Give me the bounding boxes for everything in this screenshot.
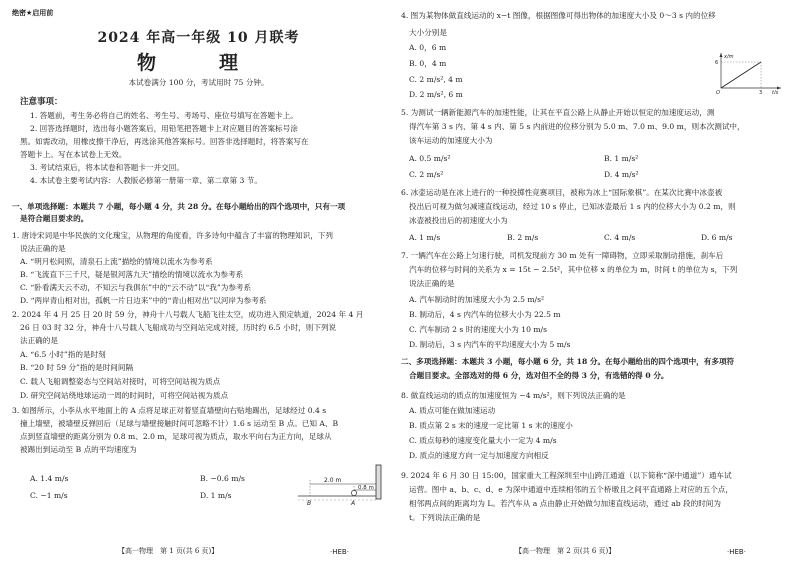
distance-label: 2.0 m	[324, 477, 342, 484]
question-5-stem: 得汽车第 3 s 内、第 4 s 内、第 5 s 内前进的位移分别为 5.0 m、7.0 m、9.0 m，则本次测试中，	[409, 122, 745, 131]
option: C. 2 m/s²	[409, 170, 444, 179]
section-heading: 合题目要求。全部选对的得 6 分，选对但不全的得 3 分，有选错的得 0 分。	[409, 371, 669, 380]
option: B. “飞流直下三千尺，疑是银河落九天”描绘的情境以流水为参考系	[20, 270, 244, 279]
note-line: 黑。如需改动，用橡皮擦干净后，再选涂其他答案标号。回答非选择题时，将答案写在	[20, 137, 309, 146]
question-9-stem: 运营。图中 a、b、c、d、e 为深中通道中连续相邻的五个桥墩且之间平直通路上对应的五个点，	[409, 485, 733, 494]
question-3-stem: 点到竖直墙壁的距离分别为 0.8 m、2.0 m，足球可视为质点，取水平向右为正方向，足球从	[20, 432, 332, 441]
option: B. “20 时 59 分”指的是时间间隔	[20, 363, 134, 372]
question-4-stem: 大小分别是	[409, 28, 447, 37]
subject-title: 物 理	[136, 52, 260, 74]
option: A. 1 m/s	[409, 233, 441, 242]
option: B. 质点第 2 s 末的速度一定比第 1 s 末的速度小	[409, 421, 573, 430]
option: A. 质点可能在做加速运动	[409, 406, 496, 415]
option: B. 制动后，4 s 内汽车的位移大小为 22.5 m	[409, 310, 561, 319]
question-4-stem: 4. 图为某物体做直线运动的 x−t 图像，根据图像可得出物体的加速度大小及 0～3 s 内的位移	[401, 11, 716, 20]
question-5-stem: 该车运动的加速度大小为	[409, 136, 493, 145]
question-2-stem: 法正确的是	[20, 336, 58, 345]
axis-label: t/s	[772, 90, 779, 94]
page-footer: 【高一物理 第 2 页(共 6 页)】	[515, 547, 616, 555]
exam-info: 本试卷满分 100 分，考试用时 75 分钟。	[128, 78, 269, 87]
option: A. 0，6 m	[409, 43, 447, 52]
question-9-stem: t。下列说法正确的是	[409, 513, 481, 522]
option: D. 1 m/s	[200, 491, 232, 500]
option: D. 研究空间站绕地球运动一周的时间时，可将空间站视为质点	[20, 391, 229, 400]
footer-mark: ·HEB·	[330, 548, 349, 556]
secret-label: 绝密★启用前	[12, 9, 54, 17]
note-line: 答题卡上。写在本试卷上无效。	[20, 150, 127, 159]
option: B. 2 m/s	[507, 233, 539, 242]
option: D. 质点的速度方向一定与加速度方向相反	[409, 451, 549, 460]
page-right	[397, 0, 794, 561]
question-3-stem: 3. 如图所示，小李从水平地面上的 A 点将足球正对着竖直墙壁向右贴地踢出，足球经过 0.4 s	[12, 406, 327, 415]
question-9-stem: 9. 2024 年 6 月 30 日 15:00，国家重大工程深圳至中山跨江通道（以下简称“深中通道”）通车试	[401, 471, 732, 480]
footer-mark: ·HEB·	[727, 548, 746, 556]
question-3-stem: 被踢出到运动至 B 点的平均速度为	[20, 445, 137, 454]
option: D. 6 m/s	[701, 233, 733, 242]
notes-title: 注意事项：	[20, 97, 63, 107]
question-6-stem: 6. 冰壶运动是在冰上进行的一种投掷性竞赛项目，被称为冰上“国际象棋”。在某次比赛中冰壶被	[401, 188, 723, 197]
question-2-stem: 2. 2024 年 4 月 25 日 20 时 59 分，神舟十八号载人飞船飞往太空，成功进入预定轨道，2024 年 4 月	[12, 310, 364, 319]
section-heading: 一、单项选择题：本题共 7 小题，每小题 4 分，共 28 分。在每小题给出的四个选项中，只有一项	[12, 202, 346, 211]
question-2-stem: 26 日 03 时 32 分，神舟十八号载人飞船成功与空间站完成对接，历时约 6.5 小时，则下列说	[20, 323, 337, 332]
question-5-stem: 5. 为测试一辆新能源汽车的加速性能，让其在平直公路上从静止开始以恒定的加速度运动，测	[401, 108, 715, 117]
option: A. 1.4 m/s	[30, 474, 69, 483]
exam-title: 2024 年高一年级 10 月联考	[97, 30, 300, 46]
origin-label: O	[716, 90, 720, 94]
option: C. 载人飞船调整姿态与空间站对接时，可将空间站视为质点	[20, 377, 221, 386]
question-7-stem: 7. 一辆汽车在公路上匀速行驶，司机发现前方 30 m 处有一障碍物，立即采取制动措施，刹车后	[401, 251, 724, 260]
option: A. “明月松间照，清泉石上流”描绘的情境以流水为参考系	[20, 257, 213, 266]
question-7-stem: 说法正确的是	[409, 279, 455, 288]
section-heading: 是符合题目要求的。	[20, 214, 89, 223]
option: B. 0，4 m	[409, 59, 447, 68]
question-1-stem: 说法正确的是	[20, 244, 66, 253]
question-6-stem: 投出后可视为做匀减速直线运动，经过 10 s 停止，已知冰壶最后 1 s 内的位移大小为 0.2 m，则	[409, 202, 736, 211]
note-line: 4. 本试卷主要考试内容：人教版必修第一册第一章、第二章第 3 节。	[30, 176, 262, 185]
question-8-stem: 8. 做直线运动的质点的加速度恒为 −4 m/s²，则下列说法正确的是	[401, 391, 626, 400]
question-1-stem: 1. 唐诗宋词是中华民族的文化瑰宝，从物理的角度看，许多诗句中蕴含了丰富的物理知识，下列	[12, 231, 333, 240]
question-9-stem: 相邻两点间的距离均为 L。若汽车从 a 点由静止开始做匀加速直线运动，通过 ab 段的时间为	[409, 499, 721, 508]
question-3-figure	[296, 462, 388, 506]
note-line: 2. 回答选择题时，选出每小题答案后，用铅笔把答题卡上对应题目的答案标号涂	[30, 124, 298, 133]
point-label: B	[307, 500, 312, 506]
option: C. −1 m/s	[30, 491, 68, 500]
option: D. 制动后，3 s 内汽车的平均速度大小为 5 m/s	[409, 340, 571, 349]
option: D. 2 m/s², 6 m	[409, 90, 463, 99]
question-3-stem: 撞上墙壁，被墙壁反弹回后（足球与墙壁接触时间可忽略不计）1.6 s 运动至 B 点。已知 A、B	[20, 419, 339, 428]
section-heading: 二、多项选择题：本题共 3 小题，每小题 6 分，共 18 分。在每小题给出的四个选项中，有多项符	[401, 357, 735, 366]
question-7-stem: 汽车的位移与时间的关系为 x = 15t − 2.5t²，其中位移 x 的单位为 m，时间 t 的单位为 s，下列	[409, 265, 738, 274]
option: C. 4 m/s	[604, 233, 636, 242]
option: C. 质点每秒的速度变化量大小一定为 4 m/s	[409, 436, 557, 445]
option: D. “两岸青山相对出，孤帆一片日边来”中的“青山相对出”以河岸为参考系	[20, 296, 267, 305]
point-label: A	[351, 500, 356, 506]
page-footer: 【高一物理 第 1 页(共 6 页)】	[118, 547, 219, 555]
question-4-graph	[713, 50, 785, 94]
tick-label: 6	[715, 60, 719, 66]
option: C. 2 m/s², 4 m	[409, 75, 463, 84]
note-line: 3. 考试结束后，将本试卷和答题卡一并交回。	[30, 163, 184, 172]
question-6-stem: 冰壶被投出后的初速度大小为	[409, 216, 508, 225]
option: B. −0.6 m/s	[200, 474, 245, 483]
option: A. 汽车制动时的加速度大小为 2.5 m/s²	[409, 295, 545, 304]
note-line: 1. 答题前，考生务必将自己的姓名、考生号、考场号、座位号填写在答题卡上。	[30, 111, 298, 120]
option: C. “卧看满天云不动，不知云与我俱东”中的“云不动”以“我”为参考系	[20, 283, 252, 292]
option: B. 1 m/s²	[604, 154, 639, 163]
option: A. “6.5 小时”指的是时刻	[20, 350, 106, 359]
option: A. 0.5 m/s²	[409, 154, 451, 163]
option: C. 汽车制动 2 s 时的速度大小为 10 m/s	[409, 325, 548, 334]
axis-label: x/m	[724, 54, 734, 60]
tick-label: 3	[759, 90, 763, 94]
distance-label: 0.8 m	[358, 485, 374, 491]
option: D. 4 m/s²	[604, 170, 639, 179]
